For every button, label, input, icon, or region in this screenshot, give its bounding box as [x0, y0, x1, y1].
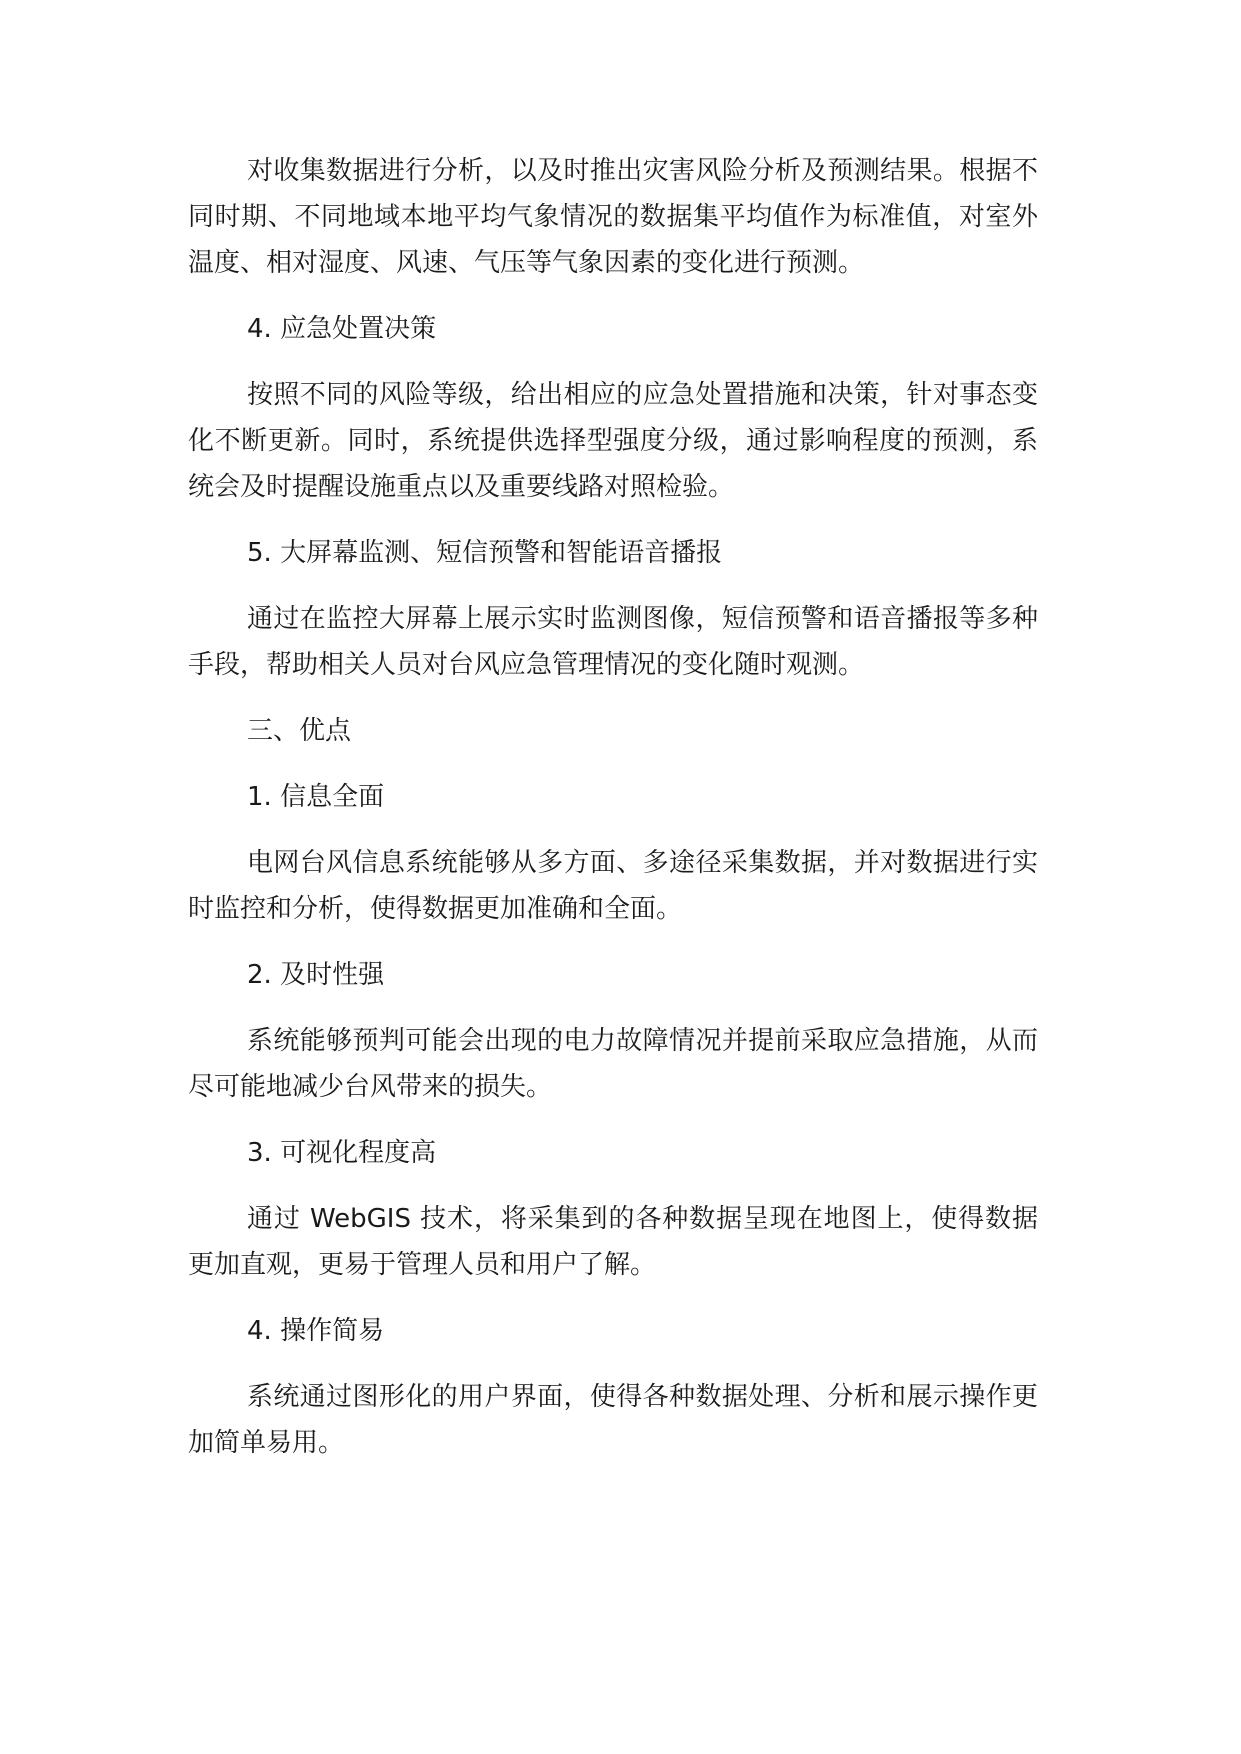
paragraph-comprehensive-info: 电网台风信息系统能够从多方面、多途径采集数据，并对数据进行实时监控和分析，使得数据更加准确和全面。: [188, 848, 1038, 924]
heading-timeliness: 2. 及时性强: [247, 960, 385, 990]
section-heading-advantages: 三、优点: [247, 716, 352, 746]
heading-comprehensive-info: 1. 信息全面: [247, 782, 385, 812]
document-body: [188, 148, 1038, 1486]
paragraph-emergency-decision: 按照不同的风险等级，给出相应的应急处置措施和决策，针对事态变化不断更新。同时，系统提供选择型强度分级，通过影响程度的预测，系统会及时提醒设施重点以及重要线路对照检验。: [188, 380, 1038, 502]
heading-emergency-decision: 4. 应急处置决策: [247, 314, 437, 344]
paragraph-screen-sms-voice: 通过在监控大屏幕上展示实时监测图像，短信预警和语音播报等多种手段，帮助相关人员对台风应急管理情况的变化随时观测。: [188, 604, 1038, 680]
paragraph-visualization: 通过 WebGIS 技术，将采集到的各种数据呈现在地图上，使得数据更加直观，更易于管理人员和用户了解。: [188, 1204, 1038, 1280]
paragraph-timeliness: 系统能够预判可能会出现的电力故障情况并提前采取应急措施，从而尽可能地减少台风带来的损失。: [188, 1026, 1038, 1102]
paragraph-risk-analysis: 对收集数据进行分析，以及时推出灾害风险分析及预测结果。根据不同时期、不同地域本地平均气象情况的数据集平均值作为标准值，对室外温度、相对湿度、风速、气压等气象因素的变化进行预测。: [188, 156, 1038, 278]
heading-screen-sms-voice: 5. 大屏幕监测、短信预警和智能语音播报: [247, 538, 723, 568]
heading-visualization: 3. 可视化程度高: [247, 1138, 437, 1168]
heading-easy-operation: 4. 操作简易: [247, 1316, 385, 1346]
paragraph-easy-operation: 系统通过图形化的用户界面，使得各种数据处理、分析和展示操作更加简单易用。: [188, 1382, 1038, 1458]
